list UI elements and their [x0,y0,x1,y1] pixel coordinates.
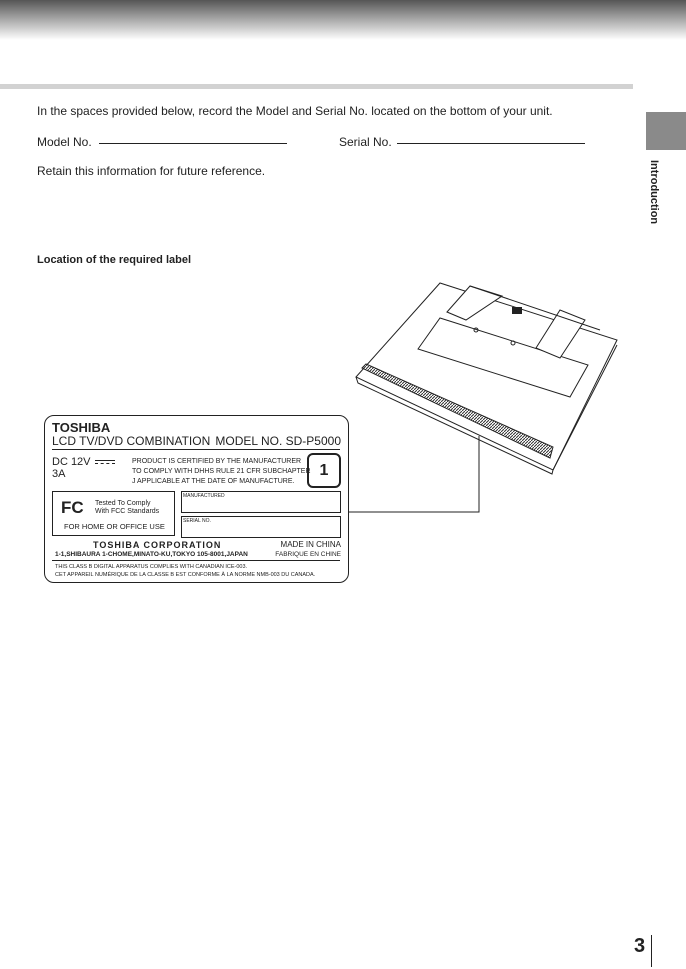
label-model: MODEL NO. SD-P5000 [215,434,341,448]
model-label: Model No. [37,135,92,149]
label-product: LCD TV/DVD COMBINATION [52,434,211,448]
fcc-text: Tested To Comply [95,500,151,507]
label-voltage: DC 12V [52,456,91,468]
manufactured-field: MANUFACTURED [183,493,225,499]
label-current: 3A [52,468,66,480]
retain-text: Retain this information for future reference. [37,164,266,178]
label-made: MADE IN CHINA [280,540,341,549]
label-address: 1-1,SHIBAURA 1-CHOME,MINATO-KU,TOKYO 105-8001,JAPAN [55,551,248,558]
section-heading: Location of the required label [37,254,192,266]
fcc-logo-icon: FC [61,498,84,517]
page-number-bar [651,935,652,967]
serial-no-field: SERIAL NO. [183,518,211,524]
fcc-text: With FCC Standards [95,508,160,515]
label-corp: TOSHIBA CORPORATION [93,540,222,550]
page-number: 3 [634,935,646,957]
label-fabrique: FABRIQUE EN CHINE [275,551,341,558]
fcc-use: FOR HOME OR OFFICE USE [64,522,165,531]
canada-line: CET APPAREIL NUMÉRIQUE DE LA CLASSE B EST CONFORME À LA NORME NMB-003 DU CANADA. [55,572,316,578]
cert-line: TO COMPLY WITH DHHS RULE 21 CFR SUBCHAPTER [132,468,311,475]
label-brand: TOSHIBA [52,420,111,435]
canada-line: THIS CLASS B DIGITAL APPARATUS COMPLIES WITH CANADIAN ICE-003. [55,564,248,570]
intro-text: In the spaces provided below, record the Model and Serial No. located on the bottom of your unit. [37,104,553,118]
fcc-box [52,491,175,536]
section-tab-label: Introduction [648,160,660,225]
rating-label [44,415,349,583]
dc-symbol-icon [95,460,115,464]
callout-line [348,436,479,512]
serial-label: Serial No. [339,135,392,149]
cert-line: J APPLICABLE AT THE DATE OF MANUFACTURE. [132,478,295,485]
cert-line: PRODUCT IS CERTIFIED BY THE MANUFACTURER [132,458,302,465]
region-globe-icon: 1 [307,453,341,488]
